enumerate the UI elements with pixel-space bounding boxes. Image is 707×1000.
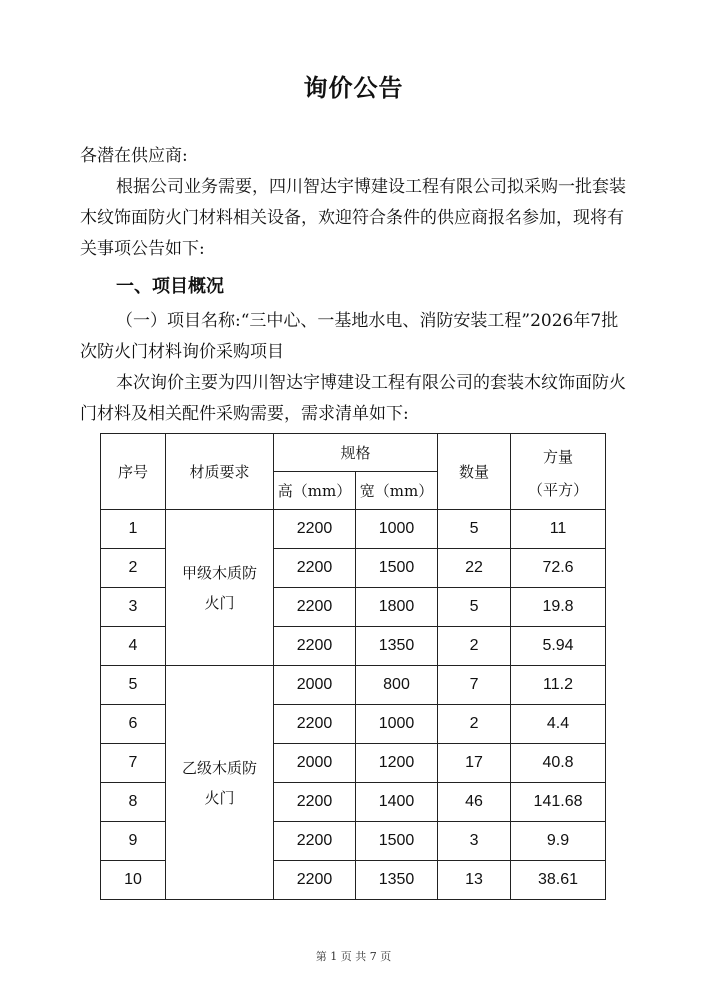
cell-no: 7 — [101, 744, 166, 783]
cell-width: 1500 — [356, 549, 438, 588]
cell-width: 1500 — [356, 822, 438, 861]
cell-no: 1 — [101, 510, 166, 549]
header-quantity: 数量 — [438, 434, 511, 510]
cell-height: 2200 — [274, 549, 356, 588]
cell-width: 1000 — [356, 510, 438, 549]
cell-height: 2200 — [274, 510, 356, 549]
cell-quantity: 13 — [438, 861, 511, 900]
cell-width: 1200 — [356, 744, 438, 783]
cell-area: 19.8 — [511, 588, 606, 627]
cell-height: 2200 — [274, 822, 356, 861]
document-title: 询价公告 — [303, 74, 404, 102]
cell-area: 72.6 — [511, 549, 606, 588]
cell-quantity: 46 — [438, 783, 511, 822]
requirement-description: 本次询价主要为四川智达宇博建设工程有限公司的套装木纹饰面防火门材料及相关配件采购需要，需求清单如下: — [80, 373, 626, 424]
requirement-table — [100, 433, 606, 900]
header-area — [511, 434, 606, 510]
cell-area: 141.68 — [511, 783, 606, 822]
cell-no: 10 — [101, 861, 166, 900]
table-row — [101, 510, 606, 549]
cell-no: 2 — [101, 549, 166, 588]
material-line-1: 乙级木质防 — [181, 758, 257, 777]
cell-area: 11.2 — [511, 666, 606, 705]
cell-width: 1000 — [356, 705, 438, 744]
cell-width: 1350 — [356, 627, 438, 666]
cell-area: 11 — [511, 510, 606, 549]
header-height: 高（mm） — [274, 472, 356, 510]
cell-no: 5 — [101, 666, 166, 705]
cell-height: 2200 — [274, 588, 356, 627]
table-row — [101, 666, 606, 705]
cell-width: 1800 — [356, 588, 438, 627]
cell-quantity: 2 — [438, 705, 511, 744]
material-line-2: 火门 — [204, 788, 235, 807]
cell-area: 40.8 — [511, 744, 606, 783]
cell-no: 6 — [101, 705, 166, 744]
cell-area: 9.9 — [511, 822, 606, 861]
header-no: 序号 — [101, 434, 166, 510]
cell-quantity: 5 — [438, 510, 511, 549]
cell-quantity: 2 — [438, 627, 511, 666]
cell-no: 3 — [101, 588, 166, 627]
header-spec: 规格 — [274, 434, 438, 472]
cell-area: 4.4 — [511, 705, 606, 744]
cell-width: 800 — [356, 666, 438, 705]
header-area-label: 方量 — [543, 447, 574, 466]
cell-quantity: 7 — [438, 666, 511, 705]
cell-quantity: 17 — [438, 744, 511, 783]
header-area-unit: （平方） — [528, 480, 589, 499]
cell-width: 1350 — [356, 861, 438, 900]
cell-width: 1400 — [356, 783, 438, 822]
header-width: 宽（mm） — [356, 472, 438, 510]
header-material: 材质要求 — [166, 434, 274, 510]
material-line-2: 火门 — [204, 593, 235, 612]
cell-quantity: 3 — [438, 822, 511, 861]
cell-height: 2200 — [274, 783, 356, 822]
cell-height: 2000 — [274, 666, 356, 705]
cell-quantity: 5 — [438, 588, 511, 627]
cell-material — [166, 510, 274, 666]
cell-quantity: 22 — [438, 549, 511, 588]
cell-height: 2000 — [274, 744, 356, 783]
section-heading-project-overview: 一、项目概况 — [116, 276, 224, 297]
material-line-1: 甲级木质防 — [181, 563, 257, 582]
cell-area: 38.61 — [511, 861, 606, 900]
intro-paragraph: 根据公司业务需要，四川智达宇博建设工程有限公司拟采购一批套装木纹饰面防火门材料相关设备，欢迎符合条件的供应商报名参加，现将有关事项公告如下: — [80, 177, 626, 259]
cell-area: 5.94 — [511, 627, 606, 666]
cell-height: 2200 — [274, 705, 356, 744]
cell-no: 9 — [101, 822, 166, 861]
cell-height: 2200 — [274, 861, 356, 900]
cell-no: 4 — [101, 627, 166, 666]
project-name-paragraph: （一）项目名称:“三中心、一基地水电、消防安装工程”2026年7批次防火门材料询价采购项目 — [80, 311, 619, 362]
greeting: 各潜在供应商: — [80, 146, 188, 166]
cell-material — [166, 666, 274, 900]
cell-height: 2200 — [274, 627, 356, 666]
page-footer: 第 1 页 共 7 页 — [315, 950, 392, 963]
cell-no: 8 — [101, 783, 166, 822]
